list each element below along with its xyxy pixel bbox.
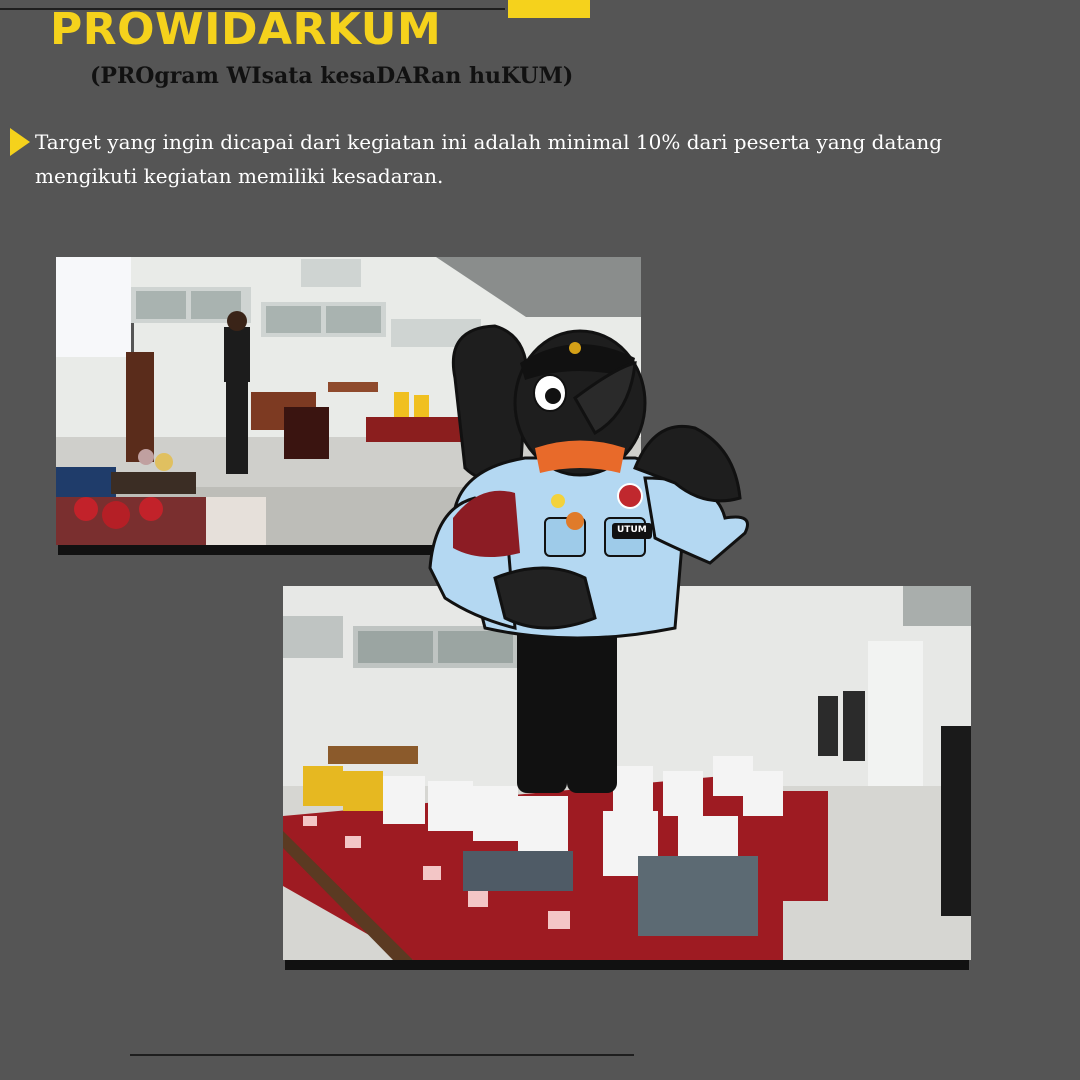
mascot-badge-text: UTUM [617,525,647,535]
triangle-bullet-icon [10,128,30,156]
officer-mascot-illustration [425,318,760,818]
page-subtitle: (PROgram WIsata kesaDARan huKUM) [90,63,574,89]
top-accent-bar [508,0,590,18]
page-title: PROWIDARKUM [50,4,442,55]
bullet-text: Target yang ingin dicapai dari kegiatan ini adalah minimal 10% dari peserta yang datang mengikuti kegiatan memiliki kesadaran. [35,130,943,188]
bottom-divider-line [130,1054,634,1056]
